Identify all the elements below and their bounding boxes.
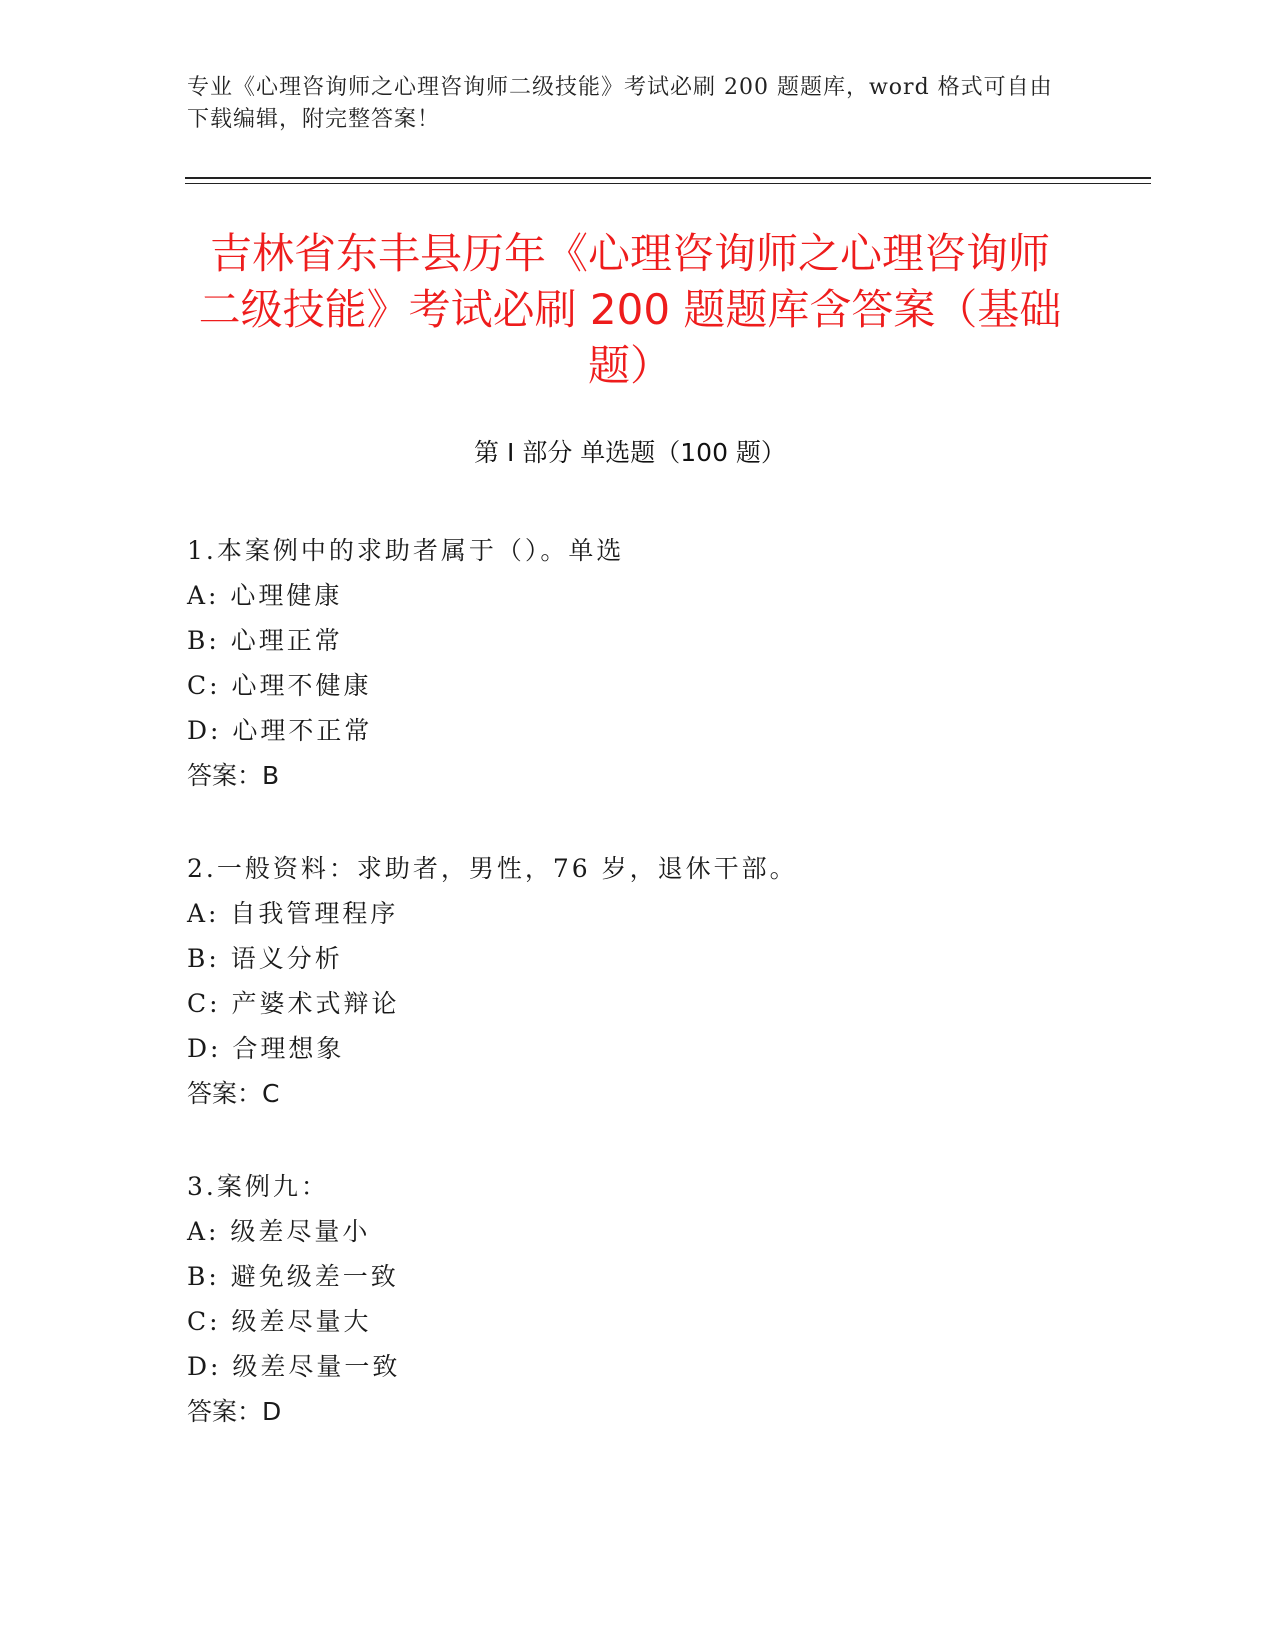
header-note: 专业《心理咨询师之心理咨询师二级技能》考试必刷 200 题题库，word 格式可自由下载编辑，附完整答案！ bbox=[187, 75, 1053, 132]
question-stem: 1.本案例中的求助者属于（）。单选 bbox=[187, 536, 625, 565]
answer-line: 答案：D bbox=[187, 1397, 282, 1426]
option-b: B: 避免级差一致 bbox=[187, 1262, 399, 1291]
option-b: B: 语义分析 bbox=[187, 944, 343, 973]
answer-line: 答案：B bbox=[187, 761, 280, 790]
document-title: 吉林省东丰县历年《心理咨询师之心理咨询师二级技能》考试必刷 200 题题库含答案（基础题） bbox=[198, 229, 1062, 390]
header-divider-thick bbox=[185, 177, 1151, 179]
header-divider-thin bbox=[185, 183, 1151, 184]
option-a: A: 级差尽量小 bbox=[187, 1217, 371, 1246]
option-a: A: 自我管理程序 bbox=[187, 899, 399, 928]
option-d: D: 合理想象 bbox=[187, 1034, 345, 1063]
answer-line: 答案：C bbox=[187, 1079, 280, 1108]
option-d: D: 心理不正常 bbox=[187, 716, 373, 745]
option-c: C: 产婆术式辩论 bbox=[187, 989, 400, 1018]
section-title: 第 I 部分 单选题（100 题） bbox=[474, 438, 786, 467]
option-c: C: 心理不健康 bbox=[187, 671, 372, 700]
question-stem: 2.一般资料：求助者，男性，76 岁，退休干部。 bbox=[187, 854, 798, 883]
option-a: A: 心理健康 bbox=[187, 581, 343, 610]
option-c: C: 级差尽量大 bbox=[187, 1307, 372, 1336]
question-block bbox=[187, 1164, 1087, 1434]
question-block bbox=[187, 528, 1087, 798]
question-block bbox=[187, 846, 1087, 1116]
option-b: B: 心理正常 bbox=[187, 626, 343, 655]
question-stem: 3.案例九： bbox=[187, 1172, 329, 1201]
option-d: D: 级差尽量一致 bbox=[187, 1352, 401, 1381]
